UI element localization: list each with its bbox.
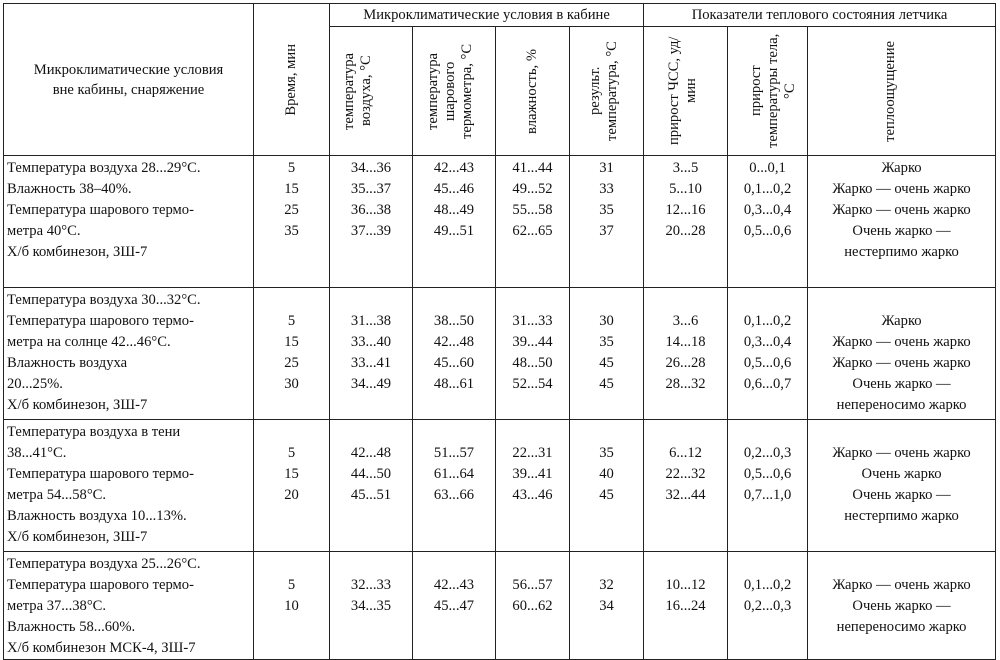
table-row: [4, 552, 996, 660]
result-temp-cell: 35 40 45: [570, 420, 644, 552]
header-pilot-group: Показатели теплового состояния летчика: [644, 4, 996, 27]
outside-conditions-cell: Температура воздуха 25...26°С. Температура шарового термо- метра 37...38°С. Влажность 58...60%. Х/б комбинезон МСК-4, ЗШ-7: [4, 552, 254, 660]
humidity-cell: 41...44 49...52 55...58 62...65: [496, 156, 570, 288]
header-body-temp-increase: прирост температуры тела, °С: [728, 27, 808, 156]
header-outside-conditions: Микроклиматические условия вне кабины, снаряжение: [4, 4, 254, 156]
body-temp-cell: 0,1...0,2 0,3...0,4 0,5...0,6 0,6...0,7: [728, 288, 808, 420]
time-cell: 5 10: [254, 552, 330, 660]
header-air-temp: температура воздуха, °С: [330, 27, 413, 156]
humidity-cell: 31...33 39...44 48...50 52...54: [496, 288, 570, 420]
result-temp-cell: 32 34: [570, 552, 644, 660]
outside-conditions-cell: Температура воздуха 28...29°С. Влажность 38–40%. Температура шарового термо- метра 40°С. Х/б комбинезон, ЗШ-7: [4, 156, 254, 288]
header-hr-increase: прирост ЧСС, уд/мин: [644, 27, 728, 156]
table-row: [4, 420, 996, 552]
air-temp-cell: 42...48 44...50 45...51: [330, 420, 413, 552]
globe-temp-cell: 51...57 61...64 63...66: [413, 420, 496, 552]
result-temp-cell: 31 33 35 37: [570, 156, 644, 288]
outside-conditions-cell: Температура воздуха в тени 38...41°С. Температура шарового термо- метра 54...58°С. Влажность воздуха 10...13%. Х/б комбинезон, ЗШ-7: [4, 420, 254, 552]
globe-temp-cell: 38...50 42...48 45...60 48...61: [413, 288, 496, 420]
heat-sensation-cell: Жарко — очень жарко Очень жарко — непереносимо жарко: [808, 552, 996, 660]
hr-increase-cell: 3...5 5...10 12...16 20...28: [644, 156, 728, 288]
body-temp-cell: 0,1...0,2 0,2...0,3: [728, 552, 808, 660]
humidity-cell: 22...31 39...41 43...46: [496, 420, 570, 552]
air-temp-cell: 34...36 35...37 36...38 37...39: [330, 156, 413, 288]
globe-temp-cell: 42...43 45...46 48...49 49...51: [413, 156, 496, 288]
table-row: [4, 156, 996, 288]
hr-increase-cell: 3...6 14...18 26...28 28...32: [644, 288, 728, 420]
time-cell: 5 15 20: [254, 420, 330, 552]
header-globe-temp: температура шарового термометра, °С: [413, 27, 496, 156]
globe-temp-cell: 42...43 45...47: [413, 552, 496, 660]
heat-sensation-cell: Жарко — очень жарко Очень жарко Очень жарко — нестерпимо жарко: [808, 420, 996, 552]
hr-increase-cell: 6...12 22...32 32...44: [644, 420, 728, 552]
result-temp-cell: 30 35 45 45: [570, 288, 644, 420]
header-result-temp: результ. температура, °С: [570, 27, 644, 156]
time-cell: 5 15 25 35: [254, 156, 330, 288]
hr-increase-cell: 10...12 16...24: [644, 552, 728, 660]
time-cell: 5 15 25 30: [254, 288, 330, 420]
header-time: Время, мин: [254, 4, 330, 156]
body-temp-cell: 0...0,1 0,1...0,2 0,3...0,4 0,5...0,6: [728, 156, 808, 288]
heat-sensation-cell: Жарко Жарко — очень жарко Жарко — очень жарко Очень жарко — непереносимо жарко: [808, 288, 996, 420]
header-humidity: влажность, %: [496, 27, 570, 156]
humidity-cell: 56...57 60...62: [496, 552, 570, 660]
data-table: [3, 3, 996, 660]
header-heat-sensation: теплоощущение: [808, 27, 996, 156]
body-temp-cell: 0,2...0,3 0,5...0,6 0,7...1,0: [728, 420, 808, 552]
header-cabin-group: Микроклиматические условия в кабине: [330, 4, 644, 27]
outside-conditions-cell: Температура воздуха 30...32°С. Температура шарового термо- метра на солнце 42...46°С. Влажность воздуха 20...25%. Х/б комбинезон, ЗШ-7: [4, 288, 254, 420]
table-row: [4, 288, 996, 420]
air-temp-cell: 32...33 34...35: [330, 552, 413, 660]
heat-sensation-cell: Жарко Жарко — очень жарко Жарко — очень жарко Очень жарко — нестерпимо жарко: [808, 156, 996, 288]
air-temp-cell: 31...38 33...40 33...41 34...49: [330, 288, 413, 420]
